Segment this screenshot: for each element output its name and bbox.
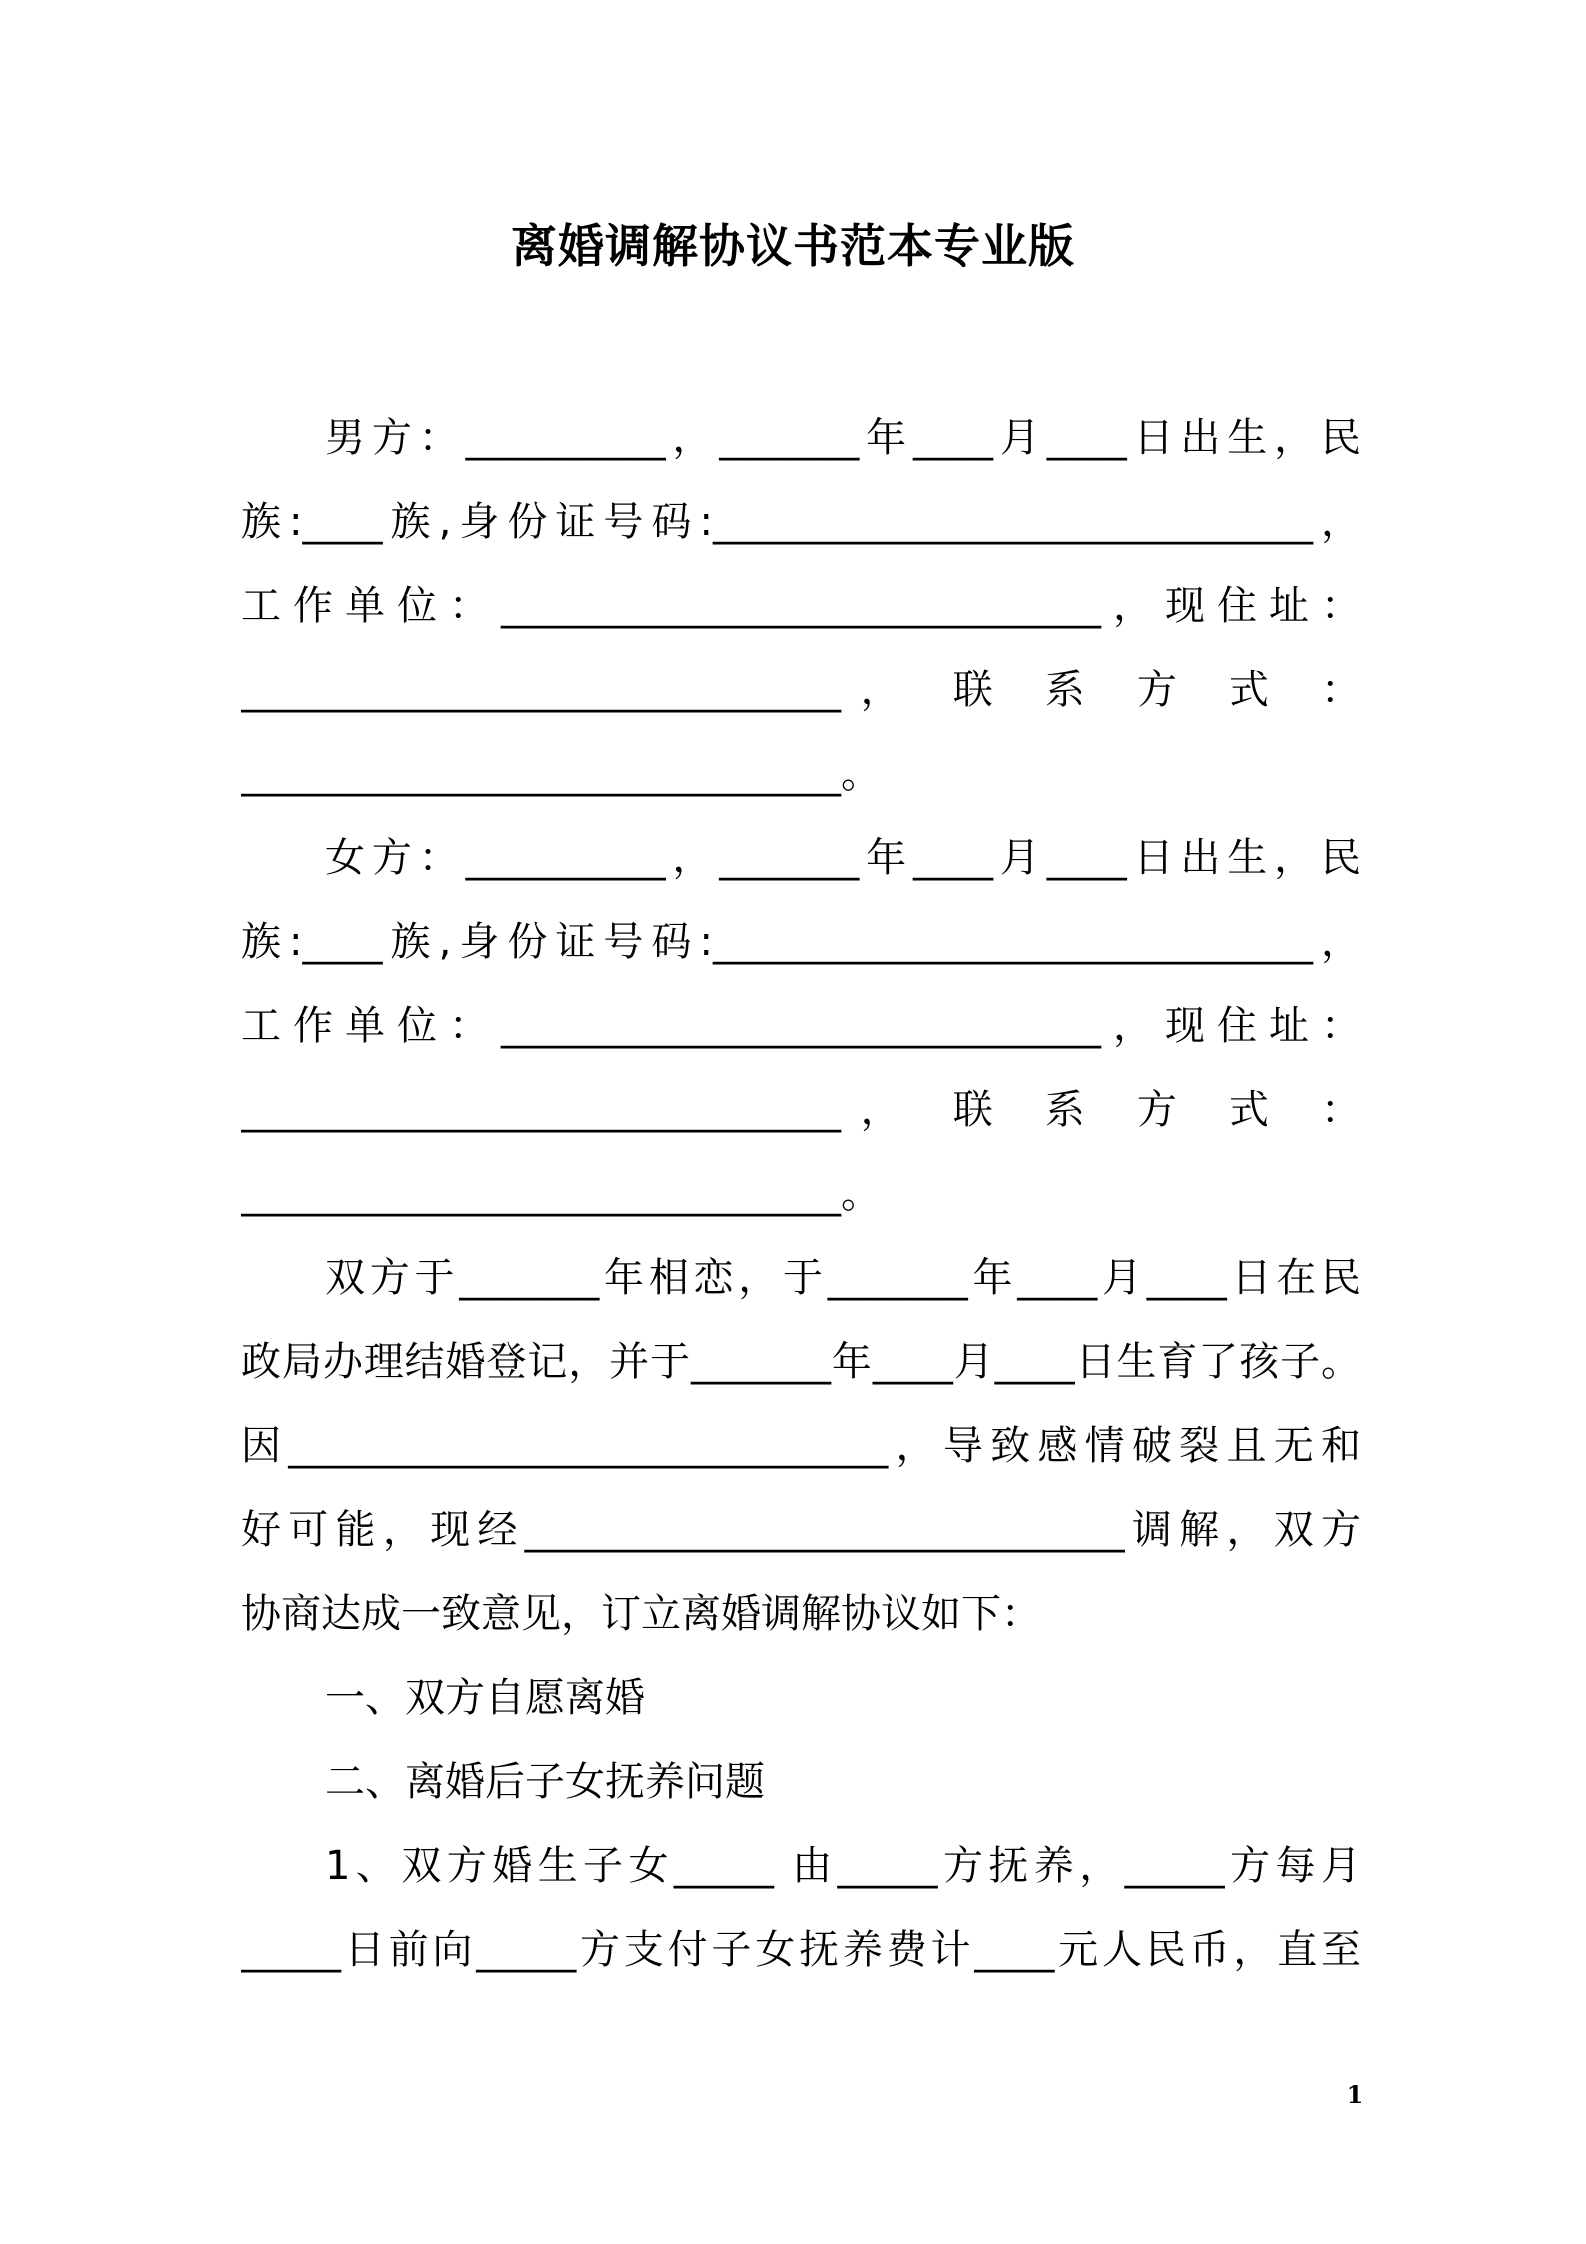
body-line-2: 政局办理结婚登记，并于_______年____月____日生育了孩子。 <box>241 1339 1361 1385</box>
page-number: 1 <box>1346 2080 1364 2109</box>
male-line-4: ______________________________， 联 系 方 式 ： <box>241 667 1361 713</box>
clause-2-heading: 二、离婚后子女抚养问题 <box>325 1759 765 1805</box>
clause-2-item-1-line-1: 1、双方婚生子女_____ 由_____方抚养，_____方每月 <box>325 1843 1361 1889</box>
male-line-2: 族:____族,身份证号码:______________________________， <box>241 499 1361 545</box>
body-line-5: 协商达成一致意见，订立离婚调解协议如下： <box>241 1591 1041 1637</box>
male-line-3: 工作单位：______________________________，现住址： <box>241 583 1361 629</box>
clause-1-heading: 一、双方自愿离婚 <box>325 1675 645 1721</box>
female-line-1: 女方：__________，_______年____月____日出生，民 <box>325 835 1361 881</box>
body-line-4: 好可能，现经______________________________调解，双方 <box>241 1507 1361 1553</box>
male-line-1: 男方：__________，_______年____月____日出生，民 <box>325 415 1361 461</box>
female-line-2: 族:____族,身份证号码:______________________________， <box>241 919 1361 965</box>
document-title: 离婚调解协议书范本专业版 <box>511 219 1075 273</box>
female-line-5: ______________________________。 <box>241 1171 881 1217</box>
female-line-3: 工作单位：______________________________，现住址： <box>241 1003 1361 1049</box>
body-line-1: 双方于_______年相恋，于_______年____月____日在民 <box>325 1255 1361 1301</box>
female-line-4: ______________________________， 联 系 方 式 ： <box>241 1087 1361 1133</box>
clause-2-item-1-line-2: _____日前向_____方支付子女抚养费计____元人民币，直至 <box>241 1927 1361 1973</box>
body-line-3: 因______________________________，导致感情破裂且无和 <box>241 1423 1361 1469</box>
male-line-5: ______________________________。 <box>241 751 881 797</box>
